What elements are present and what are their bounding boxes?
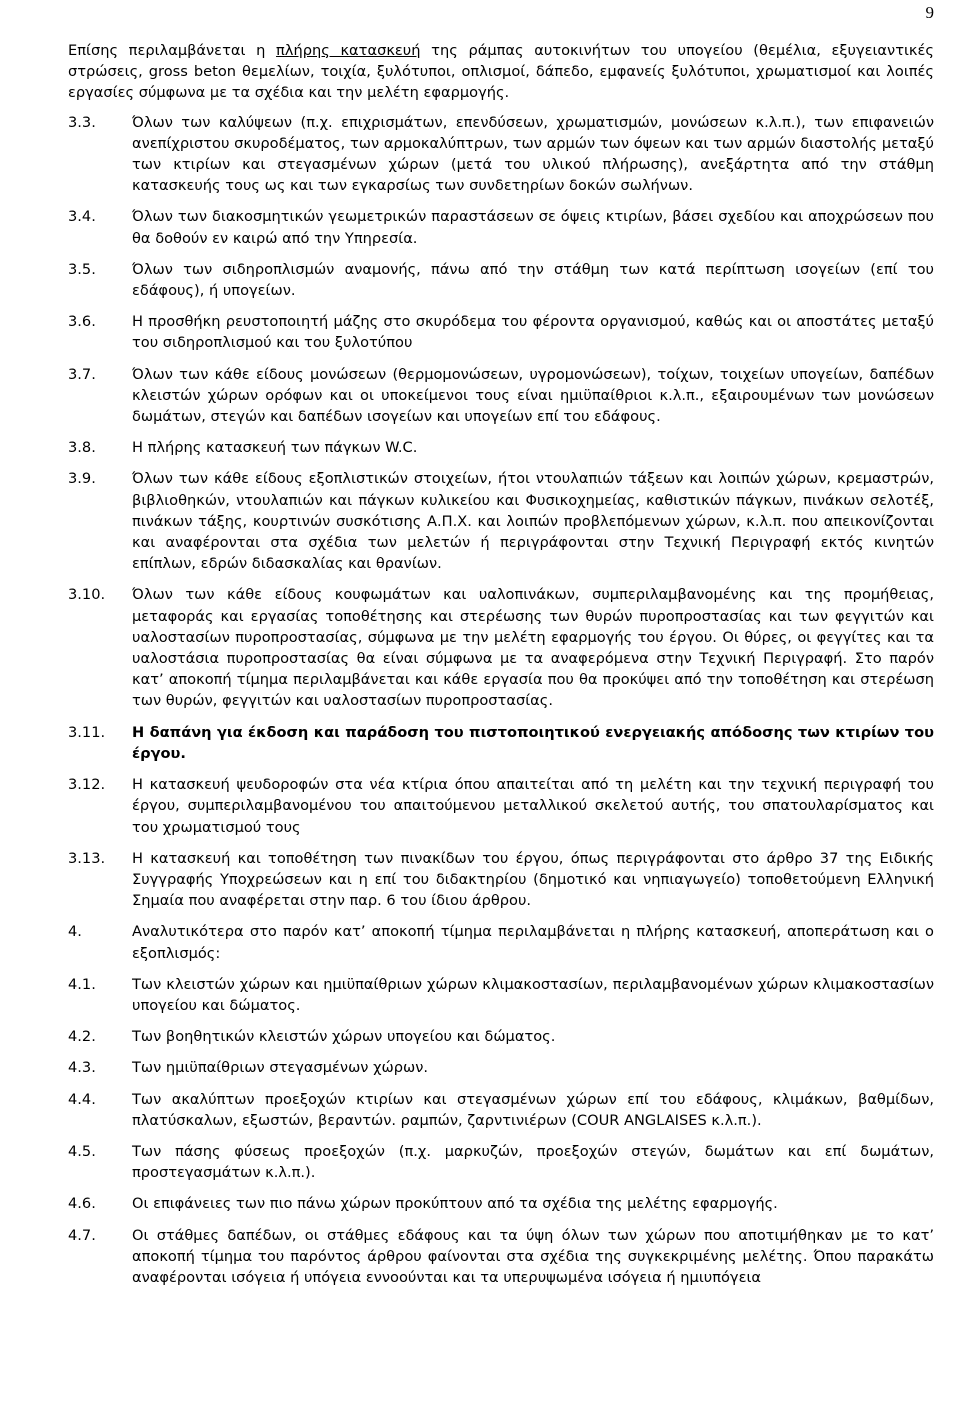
list-item (68, 112, 934, 197)
list-item (68, 1026, 934, 1047)
item-text: Η δαπάνη για έκδοση και παράδοση του πιστοποιητικού ενεργειακής απόδοσης των κτιρίων του έργου. (132, 723, 934, 762)
list-item (68, 364, 934, 428)
numbered-list (68, 112, 934, 1289)
list-item (68, 1141, 934, 1183)
item-text: Οι επιφάνειες των πιο πάνω χώρων προκύπτουν από τα σχέδια της μελέτης εφαρμογής. (132, 1195, 778, 1213)
item-text: Η προσθήκη ρευστοποιητή μάζης στο σκυρόδεμα του φέροντα οργανισμού, καθώς και οι αποστάτες μεταξύ του σιδηροπλισμού και του ξυλοτύπου (132, 313, 934, 352)
list-item (68, 1193, 934, 1214)
item-number: 4. (68, 923, 82, 941)
item-number: 3.11. (68, 723, 106, 741)
item-number: 3.8. (68, 439, 96, 457)
intro-underlined: πλήρης κατασκευή (276, 42, 421, 59)
item-text: Όλων των κάθε είδους μονώσεων (θερμομονώσεων, υγρομονώσεων), τοίχων, τοιχείων υπογείων, δαπέδων κλειστών χώρων ορόφων και οι υποκείμενοι τους είναι ημιϋπαίθριοι κ.λ.π., εξαιρουμένων των μονώσεων δωμάτων, στεγών και δαπέδων ισογείων και υπογείων επί του εδάφους. (132, 365, 934, 426)
item-number: 3.9. (68, 470, 96, 488)
item-number: 4.6. (68, 1195, 96, 1213)
item-text: Όλων των καλύψεων (π.χ. επιχρισμάτων, επενδύσεων, χρωματισμών, μονώσεων κ.λ.π.), των επιφανειών ανεπίχριστου σκυροδέματος, των αρμοκαλύπτρων, των αρμών των όψεων και των αρμών διαστολής μεταξύ των κτιρίων και στεγασμένων χώρων (μετά του υλικού πλήρωσης), ανεξάρτητα από την στάθμη κατασκευής τους ως και των εγκαρσίως των συνδετηρίων δοκών σωλήνων. (132, 113, 934, 195)
list-item (68, 259, 934, 301)
intro-pre: Επίσης περιλαμβάνεται η (68, 42, 277, 59)
list-item (68, 1089, 934, 1131)
item-number: 3.4. (68, 208, 96, 226)
item-number: 4.3. (68, 1059, 96, 1077)
item-number: 3.10. (68, 586, 106, 604)
item-number: 3.7. (68, 365, 96, 383)
list-item (68, 774, 934, 838)
item-text: Η κατασκευή και τοποθέτηση των πινακίδων του έργου, όπως περιγράφονται στο άρθρο 37 της Ειδικής Συγγραφής Υποχρεώσεων και η επί του διδακτηρίου (δημοτικό και νηπιαγωγείο) τοποθετούμενη Ελληνική Σημαία που αναφέρεται στην παρ. 6 του ίδιου άρθρου. (132, 849, 934, 910)
list-item (68, 311, 934, 353)
intro-paragraph (68, 40, 934, 104)
item-text: Οι στάθμες δαπέδων, οι στάθμες εδάφους και τα ύψη όλων των χώρων που αποτιμήθηκαν με το κατ’ αποκοπή τίμημα του παρόντος άρθρου φαίνονται στα σχέδια της συγκεκριμένης μελέτης. Όπου παρακάτω αναφέρονται ισόγεια ή υπόγεια εννοούνται και τα υπερυψωμένα ισόγεια ή ημιυπόγεια (132, 1226, 934, 1286)
document-body (68, 40, 934, 1288)
item-number: 4.7. (68, 1226, 96, 1244)
list-item (68, 1225, 934, 1289)
item-text: Των κλειστών χώρων και ημιϋπαίθριων χώρων κλιμακοστασίων, περιλαμβανομένων χώρων κλιμακοστασίων υπογείου και δώματος. (132, 975, 934, 1014)
item-number: 4.5. (68, 1142, 96, 1160)
list-item (68, 848, 934, 912)
intro-post: της ράμπας αυτοκινήτων του υπογείου (θεμέλια, εξυγειαντικές στρώσεις, gross beton θεμελίων, τοιχία, ξυλότυποι, οπλισμοί, δάπεδο, εμφανείς ξυλότυποι, χρωματισμοί και λοιπές εργασίες σύμφωνα με τα σχέδια και την μελέτη εφαρμογής. (68, 42, 934, 102)
item-number: 4.1. (68, 975, 96, 993)
item-number: 4.4. (68, 1090, 96, 1108)
list-item (68, 974, 934, 1016)
item-text: Όλων των κάθε είδους κουφωμάτων και υαλοπινάκων, συμπεριλαμβανομένης και της προμήθειας, μεταφοράς και εργασίας τοποθέτησης και στερέωσης των θυρών πυροπροστασίας και των φεγγιτών και υαλοστασίων πυροπροστασίας, σύμφωνα με την μελέτη εφαρμογής του έργου. Οι θύρες, οι φεγγίτες και τα υαλοστάσια πυροπροστασίας θα είναι σύμφωνα με τα αναφερόμενα στην Τεχνική Περιγραφή. Στο παρόν κατ’ αποκοπή τίμημα περιλαμβάνεται και κάθε εργασία που θα προκύψει από την τοποθέτηση και στερέωση των θυρών, φεγγιτών και υαλοστασίων πυροπροστασίας. (132, 586, 934, 710)
item-text: Των ακαλύπτων προεξοχών κτιρίων και στεγασμένων χώρων επί του εδάφους, κλιμάκων, βαθμίδων, πλατύσκαλων, εξωστών, βεραντών. ραμπών, ζαρντινιέρων (COUR ANGLAISES κ.λ.π.). (132, 1090, 934, 1129)
page-number: 9 (925, 3, 934, 22)
item-text: Των ημιϋπαίθριων στεγασμένων χώρων. (132, 1059, 429, 1077)
list-item (68, 437, 934, 458)
list-item (68, 1057, 934, 1078)
item-text: Όλων των σιδηροπλισμών αναμονής, πάνω από την στάθμη των κατά περίπτωση ισογείων (επί του εδάφους), ή υπογείων. (132, 260, 934, 300)
item-number: 4.2. (68, 1028, 96, 1046)
item-text: Η κατασκευή ψευδοροφών στα νέα κτίρια όπου απαιτείται από τη μελέτη και την τεχνική περιγραφή του έργου, συμπεριλαμβανομένου του απαιτούμενου μεταλλικού σκελετού αυτής, του σπατουλαρίσματος και του χρωματισμού τους (132, 776, 934, 836)
item-number: 3.3. (68, 113, 96, 131)
item-number: 3.13. (68, 849, 106, 867)
item-text: Των πάσης φύσεως προεξοχών (π.χ. μαρκυζών, προεξοχών στεγών, δωμάτων και επί δωμάτων, προστεγασμάτων κ.λ.π.). (132, 1142, 934, 1182)
list-item (68, 206, 934, 248)
item-number: 3.5. (68, 260, 96, 278)
list-item (68, 722, 934, 764)
list-item (68, 921, 934, 963)
item-text: Όλων των κάθε είδους εξοπλιστικών στοιχείων, ήτοι ντουλαπιών τάξεων και λοιπών χώρων, κρεμαστρών, βιβλιοθηκών, ντουλαπιών και πάγκων κυλικείου και Φυσικοχημείας, καθιστικών πάγκων, πινάκων σελοτέξ, πινάκων τάξης, κουρτινών συσκότισης Α.Π.Χ. και λοιπών προβλεπόμενων χώρων, κ.λ.π. που απεικονίζονται και αναφέρονται στα σχέδια των μελετών ή περιγράφονται στην Τεχνική Περιγραφή εκτός κινητών επίπλων, εδρών διδασκαλίας και θρανίων. (132, 470, 934, 573)
list-item (68, 584, 934, 711)
item-text: Όλων των διακοσμητικών γεωμετρικών παραστάσεων σε όψεις κτιρίων, βάσει σχεδίου και αποχρώσεων που θα δοθούν εν καιρώ από την Υπηρεσία. (132, 208, 934, 247)
item-number: 3.12. (68, 776, 106, 794)
item-text: Αναλυτικότερα στο παρόν κατ’ αποκοπή τίμημα περιλαμβάνεται η πλήρης κατασκευή, αποπεράτωση και ο εξοπλισμός: (132, 923, 934, 962)
item-text: Των βοηθητικών κλειστών χώρων υπογείου και δώματος. (132, 1028, 556, 1046)
item-text: Η πλήρης κατασκευή των πάγκων W.C. (132, 439, 418, 457)
list-item (68, 468, 934, 574)
item-number: 3.6. (68, 313, 96, 331)
